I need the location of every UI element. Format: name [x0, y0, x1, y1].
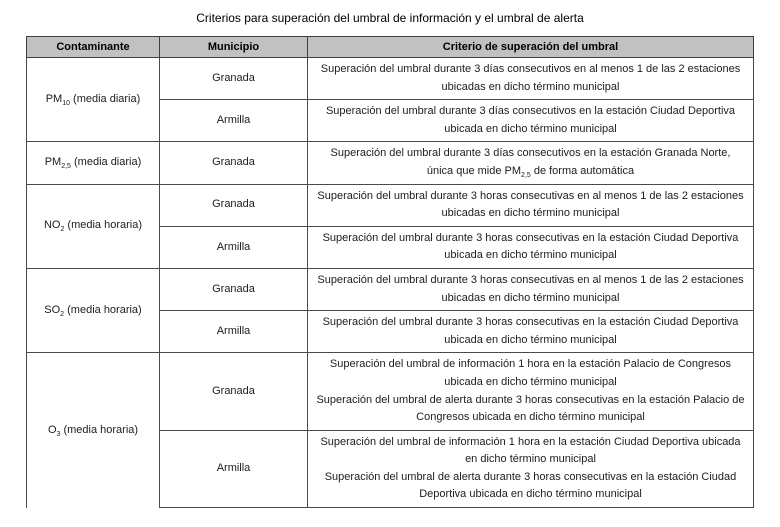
criterion-text: Superación del umbral durante 3 horas consecutivas en la estación Ciudad Deportiva ubicada en dicho término municipal: [322, 316, 739, 346]
cell-criterion: [308, 226, 754, 268]
cell-criterion: [308, 142, 754, 184]
pollutant-subscript: 3: [56, 430, 61, 438]
cell-municipality: Granada: [160, 184, 308, 226]
header-municipio: Municipio: [160, 37, 308, 58]
pollutant-base: NO: [43, 219, 61, 232]
criterion-text: Superación del umbral durante 3 horas consecutivas en la estación Ciudad Deportiva ubicada en dicho término municipal: [322, 231, 739, 262]
cell-pollutant-o3: [27, 353, 160, 508]
pollutant-subscript: 2: [60, 226, 65, 234]
pollutant-rest: (media diaria): [69, 92, 141, 105]
pollutant-base: SO: [44, 303, 61, 316]
cell-criterion: [308, 184, 754, 226]
criterion-text-informacion: Superación del umbral de información 1 hora en la estación Palacio de Congresos ubicada en dicho término municipal: [329, 358, 732, 388]
cell-municipality: Armilla: [160, 100, 308, 142]
criterion-text-alerta: Superación del umbral de alerta durante 3 horas consecutivas en la estación Ciudad Deportiva ubicada en dicho término municipal: [324, 470, 737, 501]
criterion-subscript: 2,5: [521, 172, 531, 180]
table-row: [27, 268, 754, 310]
criteria-table: [26, 36, 754, 508]
table-row: [27, 353, 754, 430]
criterion-text-alerta: Superación del umbral de alerta durante 3 horas consecutivas en la estación Palacio de Congresos ubicada en dicho término municipal: [316, 393, 745, 424]
criterion-text: Superación del umbral durante 3 días consecutivos en la estación Ciudad Deportiva ubicada en dicho término municipal: [325, 105, 736, 135]
cell-municipality: Armilla: [160, 226, 308, 268]
criterion-text: Superación del umbral durante 3 horas consecutivas en al menos 1 de las 2 estaciones ubicadas en dicho término municipal: [317, 189, 744, 220]
pollutant-subscript: 10: [62, 100, 70, 108]
cell-municipality: Granada: [160, 353, 308, 430]
criterion-text-part: Superación del umbral durante 3 días consecutivos en la estación Granada Norte, única que mide PM: [330, 147, 731, 177]
cell-municipality: Granada: [160, 142, 308, 184]
pollutant-subscript: 2: [60, 311, 65, 319]
cell-pollutant-no2: [27, 184, 160, 268]
page-title: Criterios para superación del umbral de información y el umbral de alerta: [196, 11, 584, 25]
header-row: [27, 37, 754, 58]
cell-municipality: Granada: [160, 58, 308, 100]
pollutant-rest: (media horaria): [60, 423, 139, 436]
criterion-text: [316, 145, 745, 180]
cell-pollutant-pm10: [27, 58, 160, 142]
table-row: [27, 184, 754, 226]
header-criterio: Criterio de superación del umbral: [308, 37, 754, 58]
criterion-text-part: de forma automática: [530, 164, 635, 177]
pollutant-rest: (media horaria): [64, 303, 142, 316]
cell-pollutant-pm25: [27, 142, 160, 184]
cell-municipality: Armilla: [160, 311, 308, 353]
criterion-text: Superación del umbral durante 3 días consecutivos en al menos 1 de las 2 estaciones ubicadas en dicho término municipal: [320, 63, 741, 93]
cell-criterion: [308, 353, 754, 430]
pollutant-rest: (media horaria): [64, 219, 143, 232]
pollutant-subscript: 2,5: [61, 163, 71, 171]
cell-criterion: [308, 100, 754, 142]
pollutant-rest: (media diaria): [70, 156, 142, 169]
cell-municipality: Granada: [160, 268, 308, 310]
header-contaminante: Contaminante: [27, 37, 160, 58]
cell-criterion: [308, 58, 754, 100]
cell-criterion: [308, 268, 754, 310]
table-row: [27, 58, 754, 100]
cell-municipality: Armilla: [160, 430, 308, 507]
criterion-text-informacion: Superación del umbral de información 1 hora en la estación Ciudad Deportiva ubicada en dicho término municipal: [320, 435, 741, 466]
cell-pollutant-so2: [27, 268, 160, 352]
table-row: [27, 142, 754, 184]
cell-criterion: [308, 430, 754, 507]
criterion-text: Superación del umbral durante 3 horas consecutivas en al menos 1 de las 2 estaciones ubicadas en dicho término municipal: [317, 273, 744, 304]
pollutant-base: PM: [45, 92, 63, 105]
cell-criterion: [308, 311, 754, 353]
pollutant-base: O: [47, 423, 57, 436]
pollutant-base: PM: [44, 156, 62, 169]
